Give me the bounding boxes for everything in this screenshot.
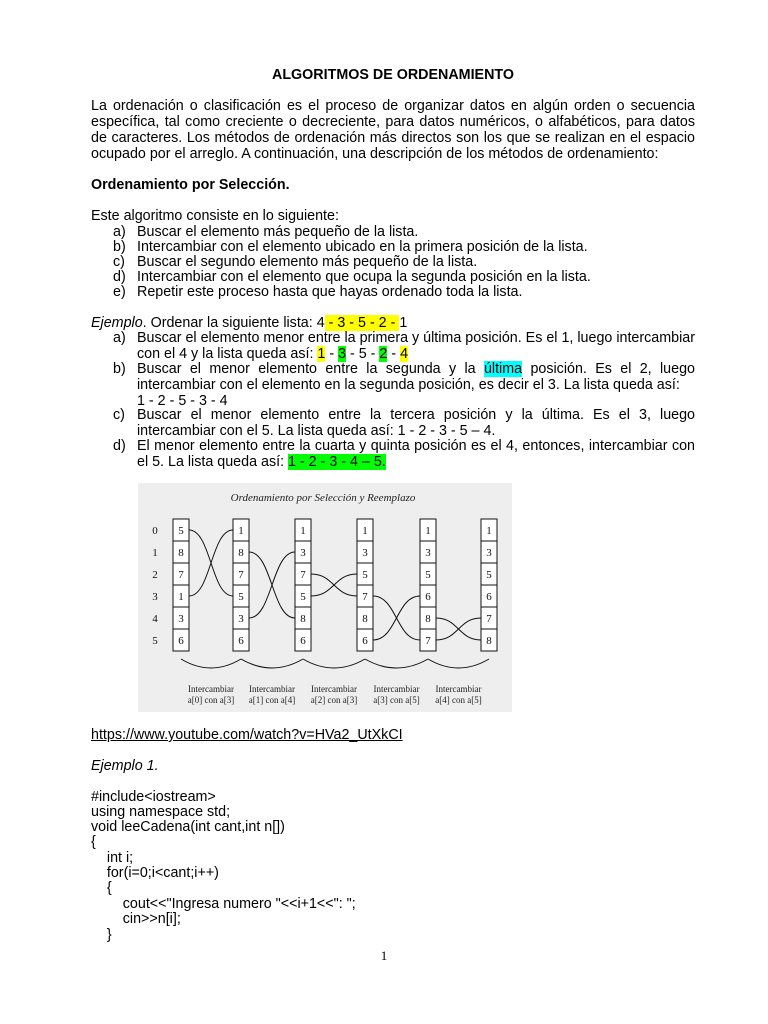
cell-value: 6 — [238, 635, 244, 647]
cell-value: 6 — [425, 591, 431, 603]
cell-value: 6 — [300, 635, 306, 647]
cell-value: 5 — [425, 569, 431, 581]
array-column — [173, 519, 189, 651]
code-line: cin>>n[i]; — [91, 911, 181, 927]
cell-value: 5 — [486, 569, 492, 581]
index-label: 0 — [152, 525, 158, 537]
code-line: #include<iostream> — [91, 789, 216, 805]
cell-value: 8 — [178, 547, 184, 559]
cell-value: 5 — [362, 569, 368, 581]
swap-label: Intercambiar — [249, 684, 295, 694]
swap-label: a[4] con a[5] — [435, 695, 482, 705]
array-column — [233, 519, 249, 651]
array-column — [295, 519, 311, 651]
selection-sort-diagram — [138, 483, 512, 712]
example1-label: Ejemplo 1. — [91, 758, 159, 774]
swap-labels — [188, 684, 482, 705]
cell-value: 7 — [300, 569, 306, 581]
swap-label: a[2] con a[3] — [310, 695, 358, 705]
index-label: 3 — [152, 591, 158, 603]
array-column — [481, 519, 497, 651]
cell-value: 7 — [238, 569, 244, 581]
section-heading: Ordenamiento por Selección. — [91, 177, 290, 193]
cell-value: 3 — [238, 613, 244, 625]
code-line: } — [91, 927, 112, 943]
intro-paragraph: La ordenación o clasificación es el proceso de organizar datos en algún orden o secuencia específica, tal como creciente o decreciente, para datos numéricos, o alfabéticos, para datos de caracteres. Los métodos de ordenación más directos son los que se realizan en el espacio ocupado por el arreglo. A continuación, una descripción de los métodos de ordenamiento: — [91, 98, 695, 162]
cell-value: 7 — [425, 635, 431, 647]
cell-value: 1 — [300, 525, 306, 537]
array-column — [420, 519, 436, 651]
cell-value: 6 — [178, 635, 184, 647]
example-line: Ejemplo. Ordenar la siguiente lista: 4 - 3 - 5 - 2 - 1 — [91, 315, 408, 331]
list-item: d) Intercambiar con el elemento que ocupa la segunda posición en la lista. — [113, 269, 591, 285]
cell-value: 8 — [425, 613, 431, 625]
cell-value: 5 — [238, 591, 244, 603]
algo-intro: Este algoritmo consiste en lo siguiente: — [91, 208, 339, 224]
example-step-c: c) Buscar el menor elemento entre la tercera posición y la última. Es el 3, luego intercambiar con el 5. La lista queda así: 1 - 2 - 3 - 5 – 4. — [113, 407, 695, 439]
list-item: a) Buscar el elemento más pequeño de la lista. — [113, 224, 419, 240]
swap-label: Intercambiar — [188, 684, 234, 694]
code-line: { — [91, 880, 112, 896]
cell-value: 7 — [178, 569, 184, 581]
cell-value: 1 — [178, 591, 184, 603]
swap-label: a[1] con a[4] — [248, 695, 296, 705]
index-label: 5 — [152, 635, 158, 647]
swap-label: Intercambiar — [435, 684, 482, 694]
code-line: cout<<"Ingresa numero "<<i+1<<": "; — [91, 896, 356, 912]
cell-value: 7 — [362, 591, 368, 603]
swap-label: Intercambiar — [373, 684, 420, 694]
cell-value: 8 — [486, 635, 492, 647]
cell-value: 8 — [300, 613, 306, 625]
cell-value: 8 — [238, 547, 244, 559]
swap-label: Intercambiar — [311, 684, 357, 694]
cell-value: 1 — [425, 525, 431, 537]
cell-value: 5 — [178, 525, 184, 537]
list-item: c) Buscar el segundo elemento más pequeño de la lista. — [113, 254, 478, 270]
youtube-link[interactable]: https://www.youtube.com/watch?v=HVa2_UtXkCI — [91, 727, 403, 743]
cell-value: 3 — [425, 547, 431, 559]
cell-value: 3 — [362, 547, 368, 559]
index-label: 1 — [152, 547, 158, 559]
code-line: { — [91, 834, 96, 850]
page-title: ALGORITMOS DE ORDENAMIENTO — [272, 67, 514, 83]
code-line: for(i=0;i<cant;i++) — [91, 865, 219, 881]
diagram-caption: Ordenamiento por Selección y Reemplazo — [230, 492, 416, 504]
cell-value: 7 — [486, 613, 492, 625]
array-column — [357, 519, 373, 651]
list-item: e) Repetir este proceso hasta que hayas ordenado toda la lista. — [113, 284, 523, 300]
code-line: void leeCadena(int cant,int n[]) — [91, 819, 285, 835]
example-step-d: d) El menor elemento entre la cuarta y quinta posición es el 4, entonces, intercambiar con el 5. La lista queda así: 1 - 2 - 3 - 4 – 5. — [113, 438, 695, 470]
code-line: using namespace std; — [91, 804, 231, 820]
cell-value: 3 — [300, 547, 306, 559]
index-label: 4 — [152, 613, 158, 625]
cell-value: 1 — [362, 525, 368, 537]
cell-value: 3 — [178, 613, 184, 625]
cell-value: 1 — [486, 525, 492, 537]
index-label: 2 — [152, 569, 158, 581]
swap-label: a[3] con a[5] — [373, 695, 420, 705]
cell-value: 3 — [486, 547, 492, 559]
example-step-b: b) Buscar el menor elemento entre la segunda y la última posición. Es el 2, luego intercambiar con el elemento en la segunda posición, es decir el 3. La lista queda así: 1 - 2 - 5 - 3 - 4 — [113, 361, 695, 409]
example-step-a: a) Buscar el elemento menor entre la primera y última posición. Es el 1, luego intercambiar con el 4 y la lista queda así: 1 - 3 - 5 - 2 - 4 — [113, 330, 695, 362]
list-item: b) Intercambiar con el elemento ubicado en la primera posición de la lista. — [113, 239, 588, 255]
swap-label: a[0] con a[3] — [187, 695, 235, 705]
cell-value: 6 — [486, 591, 492, 603]
cell-value: 1 — [238, 525, 244, 537]
page-number: 1 — [380, 948, 388, 963]
code-line: int i; — [91, 850, 134, 866]
cell-value: 5 — [300, 591, 306, 603]
cell-value: 6 — [362, 635, 368, 647]
cell-value: 8 — [362, 613, 368, 625]
